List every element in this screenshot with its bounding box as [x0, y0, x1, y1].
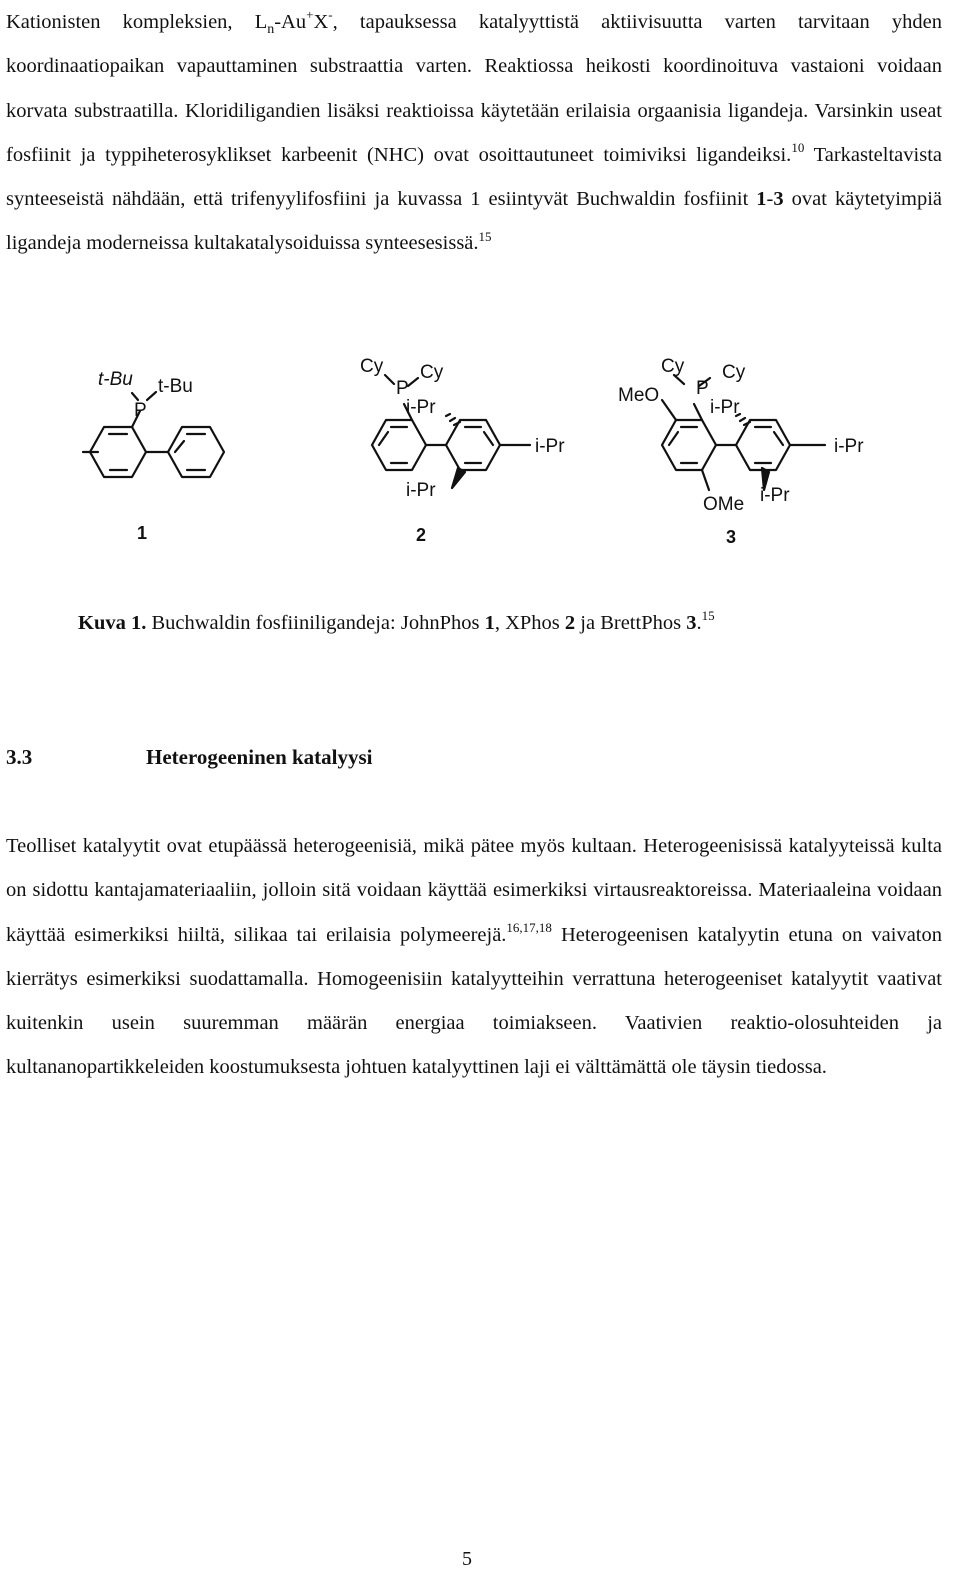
- text-x: X: [313, 11, 329, 33]
- label-cy: Cy: [661, 356, 685, 377]
- superscript-plus: +: [306, 7, 314, 23]
- paragraph-text: ovat käytetyimpiä ligandeja moderneissa kultakatalysoiduissa synteesesissä.: [6, 188, 942, 255]
- caption-text: Buchwaldin fosfiiniligandeja: JohnPhos: [146, 612, 485, 634]
- compound-ref: 1: [756, 188, 767, 211]
- compound-number-3: 3: [726, 527, 737, 547]
- label-phosphorus: P: [134, 400, 147, 421]
- label-methoxy: OMe: [703, 494, 745, 515]
- citation-ref: 15: [478, 228, 492, 244]
- paragraph-text: , tapauksessa katalyyttistä aktiivisuutta varten tarvitaan yhden koordinaatiopaikan vapauttaminen substraattia varten. Reaktiossa heikosti koordinoituva vastaioni voidaan korvata substraatilla. Kloridiligandien lisäksi reaktioissa käytetään erilaisia orgaanisia ligandeja. Varsinkin useat fosfiinit ja typpiheterosyklikset karbeenit (NHC) ovat osoittautuneet toimiviksi ligandeiksi.: [6, 11, 943, 166]
- paragraph-text: Tarkasteltavista synteeseistä nähdään, että trifenyylifosfiini ja kuvassa 1 esiintyvät Buchwaldin fosfiinit: [6, 143, 942, 211]
- superscript-minus: -: [328, 7, 333, 23]
- compound-ref: 3: [773, 188, 784, 211]
- compound-number-2: 2: [416, 525, 427, 545]
- paragraph-text: Heterogeenisen katalyytin etuna on vaivaton kierrätys esimerkiksi suodattamalla. Homogeenisiin katalyytteihin verrattuna heterogeeniset katalyytit vaativat kuitenkin usein suuremman määrän energiaa toimiakseen. Vaativien reaktio-olosuhteiden ja kultananopartikkeleiden koostumuksesta johtuen katalyyttinen laji ei välttämättä ole täysin tiedossa.: [6, 923, 942, 1079]
- paragraph-text: Teolliset katalyytit ovat etupäässä heterogeenisiä, mikä pätee myös kultaan. Heterogeenisissä katalyyteissä kulta on sidottu kantajamateriaaliin, jolloin sitä voidaan käyttää esimerkiksi virtausreaktoreissa. Materiaaleina voidaan käyttää esimerkiksi hiiltä, silikaa tai erilaisia polymeerejä.: [6, 835, 942, 946]
- label-methoxy: MeO: [618, 385, 660, 406]
- label-ipr: i-Pr: [406, 480, 436, 501]
- label-cy: Cy: [722, 362, 746, 383]
- text-au: -Au: [274, 11, 307, 33]
- dash: -: [766, 188, 774, 211]
- label-phosphorus: P: [396, 378, 409, 399]
- text-lead: Kationisten kompleksien, L: [6, 11, 268, 33]
- section-number: 3.3: [6, 745, 33, 769]
- paragraph-intro: [6, 0, 942, 266]
- label-ipr: i-Pr: [406, 397, 436, 418]
- compound-1-structure: [83, 392, 224, 477]
- structures-drawing: [0, 340, 960, 560]
- label-tbu: t-Bu: [158, 376, 193, 397]
- figure-ligands: [0, 340, 960, 560]
- section-title: Heterogeeninen katalyysi: [146, 745, 373, 769]
- label-ipr: i-Pr: [710, 397, 740, 418]
- label-ipr: i-Pr: [535, 436, 565, 457]
- figure-caption: [78, 608, 715, 635]
- label-phosphorus: P: [696, 378, 709, 399]
- page-number: 5: [462, 1548, 472, 1570]
- compound-3-structure: [662, 375, 825, 490]
- citation-ref: 15: [701, 608, 715, 624]
- label-ipr: i-Pr: [760, 485, 790, 506]
- label-tbu: t-Bu: [98, 369, 133, 390]
- caption-text: , XPhos: [494, 612, 565, 634]
- label-cy: Cy: [420, 362, 444, 383]
- compound-ref: 3: [686, 612, 697, 634]
- caption-label: Kuva 1.: [78, 612, 147, 634]
- section-heading: [6, 745, 373, 770]
- citation-ref: 10: [791, 140, 805, 156]
- citation-ref: 16,17,18: [506, 919, 552, 935]
- label-ipr: i-Pr: [834, 436, 864, 457]
- compound-ref: 2: [564, 612, 576, 634]
- compound-number-1: 1: [137, 523, 148, 543]
- compound-ref: 1: [484, 612, 495, 634]
- caption-text: ja BrettPhos: [575, 612, 687, 634]
- paragraph-heterogeneous: [6, 824, 942, 1090]
- subscript-n: n: [267, 22, 275, 38]
- label-cy: Cy: [360, 356, 384, 377]
- svg-text:t-Bu: [158, 376, 193, 397]
- caption-text: .: [696, 612, 702, 634]
- svg-text:t-Bu: [98, 369, 133, 390]
